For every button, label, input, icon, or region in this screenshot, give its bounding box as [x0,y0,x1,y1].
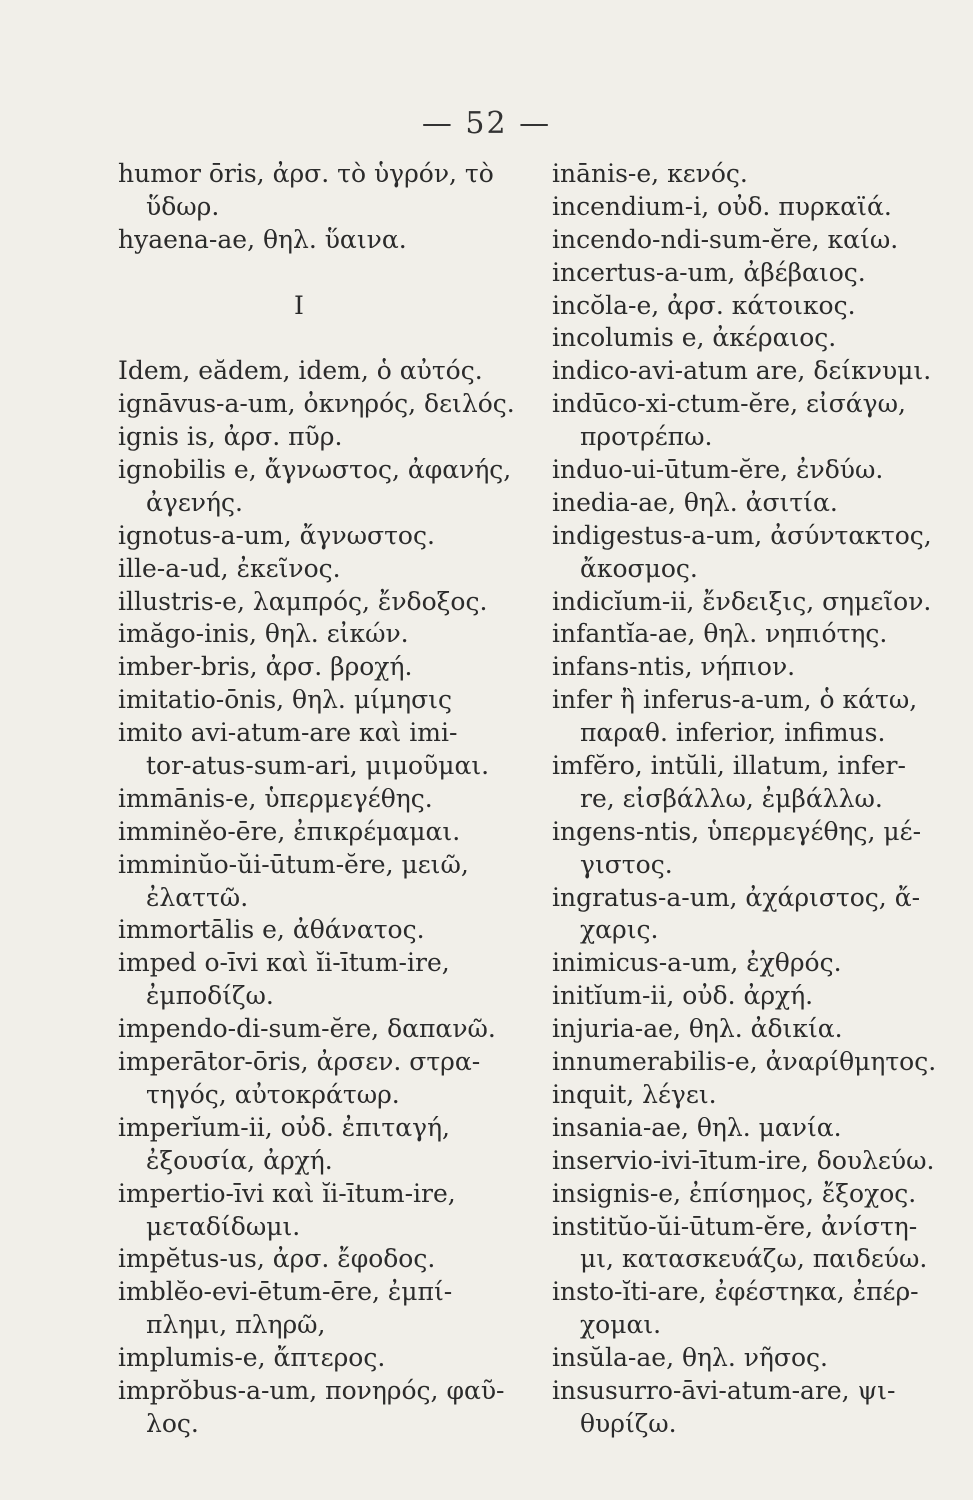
blank-line [118,257,528,290]
dictionary-entry-line: initĭum-ii, οὐδ. ἀρχή. [552,981,814,1011]
dictionary-entry-line: inānis-e, κενός. [552,159,748,188]
dictionary-entry-line: insusurro-āvi-atum-are, ψι- [552,1375,896,1405]
dictionary-entry-line: imblĕo-evi-ētum-ēre, ἐμπί- [118,1277,453,1307]
dictionary-entry-line: implumis-e, ἄπτερος. [118,1343,386,1373]
dictionary-entry-line: imperātor-ōris, ἀρσεν. στρα- [118,1047,481,1077]
dictionary-entry-line: insto-ĭti-are, ἐφέστηκα, ἐπέρ- [552,1277,919,1307]
entry-continuation-line: ἐλαττῶ. [146,882,249,912]
left-column [118,158,528,1441]
entry-continuation-line: ὕδωρ. [146,191,220,221]
dictionary-entry-line: imminěo-ēre, ἐπικρέμαμαι. [118,816,461,846]
entry-continuation-line: ἐμποδίζω. [146,981,274,1011]
dictionary-entry-line: imprŏbus-a-um, πονηρός, φαῦ- [118,1375,505,1405]
dictionary-entry-line: insignis-e, ἐπίσημος, ἔξοχος. [552,1178,917,1208]
dictionary-entry-line: imfĕro, intŭli, illatum, infer- [552,751,906,781]
entry-continuation-line: ἄκοσμος. [580,553,698,583]
dictionary-entry-line: ille-a-ud, ἐκεῖνος. [118,553,341,583]
dictionary-entry-line: incendo-ndi-sum-ĕre, καίω. [552,224,899,254]
entry-continuation-line: πλημι, πληρῶ, [146,1310,326,1340]
dictionary-entry-line: immānis-e, ὑπερμεγέθης. [118,783,433,813]
entry-continuation-line: μι, κατασκευάζω, παιδεύω. [580,1244,928,1274]
entry-continuation-line: παραθ. inferior, infimus. [580,718,886,748]
dictionary-entry-line: indico-avi-atum are, δείκνυμι. [552,356,932,386]
dictionary-entry-line: incendium-i, οὐδ. πυρκαϊά. [552,191,892,221]
dictionary-entry-line: hyaena-ae, θηλ. ὕαινα. [118,224,407,254]
dictionary-entry-line: impendo-di-sum-ĕre, δαπανῶ. [118,1014,496,1044]
dictionary-entry-line: imber-bris, ἀρσ. βροχή. [118,652,413,682]
entry-continuation-line: re, εἰσβάλλω, ἐμβάλλω. [580,783,883,813]
dictionary-entry-line: immortālis e, ἀθάνατος. [118,915,425,945]
dictionary-entry-line: inquit, λέγει. [552,1079,717,1109]
dictionary-entry-line: incŏla-e, ἀρσ. κάτοικος. [552,290,856,320]
entry-continuation-line: λος. [146,1408,199,1438]
entry-continuation-line: χαρις. [580,915,659,945]
dictionary-entry-line: impertio-īvi καὶ ĭi-ītum-ire, [118,1178,456,1208]
dictionary-entry-line: inservio-ivi-ītum-ire, δουλεύω. [552,1145,935,1175]
dictionary-entry-line: ignis is, ἀρσ. πῦρ. [118,422,343,452]
entry-continuation-line: γιστος. [580,849,673,879]
dictionary-entry-line: infans-ntis, νήπιον. [552,652,796,682]
dictionary-entry-line: imped o-īvi καὶ ĭi-ītum-ire, [118,948,450,978]
dictionary-entry-line: illustris-e, λαμπρός, ἔνδοξος. [118,586,488,616]
dictionary-entry-line: imito avi-atum-are καὶ imi- [118,718,458,748]
dictionary-entry-line: impĕtus-us, ἀρσ. ἔφοδος. [118,1244,436,1274]
entry-continuation-line: ἀγενής. [146,487,243,517]
entry-continuation-line: μεταδίδωμι. [146,1211,301,1241]
entry-continuation-line: ἐξουσία, ἀρχή. [146,1145,333,1175]
dictionary-entry-line: imperĭum-ii, οὐδ. ἐπιταγή, [118,1112,451,1142]
entry-continuation-line: προτρέπω. [580,422,713,452]
dictionary-entry-line: imăgo-inis, θηλ. εἰκών. [118,619,409,649]
dictionary-entry-line: imitatio-ōnis, θηλ. μίμησις [118,685,452,715]
dictionary-entry-line: ignāvus-a-um, ὀκνηρός, δειλός. [118,389,515,419]
dictionary-entry-line: inedia-ae, θηλ. ἀσιτία. [552,487,838,517]
dictionary-entry-line: induo-ui-ūtum-ĕre, ἐνδύω. [552,455,884,485]
dictionary-entry-line: incertus-a-um, ἀβέβαιος. [552,257,866,287]
entry-continuation-line: τηγός, αὐτοκράτωρ. [146,1079,400,1109]
entry-continuation-line: tor-atus-sum-ari, μιμοῦμαι. [146,751,490,781]
dictionary-entry-line: indigestus-a-um, ἀσύντακτος, [552,520,932,550]
blank-line [118,322,528,355]
dictionary-entry-line: ingratus-a-um, ἀχάριστος, ἄ- [552,882,921,912]
dictionary-entry-line: incolumis e, ἀκέραιος. [552,323,837,353]
dictionary-entry-line: ignobilis e, ἄγνωστος, ἀφανής, [118,455,512,485]
dictionary-entry-line: inimicus-a-um, ἐχθρός. [552,948,842,978]
dictionary-entry-line: infantĭa-ae, θηλ. νηπιότης. [552,619,888,649]
dictionary-entry-line: insania-ae, θηλ. μανία. [552,1112,842,1142]
dictionary-entry-line: infer ἢ inferus-a-um, ὁ κάτω, [552,685,918,715]
dictionary-entry-line: insŭla-ae, θηλ. νῆσος. [552,1343,828,1373]
dictionary-entry-line: ingens-ntis, ὑπερμεγέθης, μέ- [552,816,922,846]
right-column [552,158,964,1441]
dictionary-entry-line: institŭo-ŭi-ūtum-ĕre, ἀνίστη- [552,1211,918,1241]
dictionary-entry-line: ignotus-a-um, ἄγνωστος. [118,520,435,550]
entry-continuation-line: θυρίζω. [580,1408,677,1438]
page-number: — 52 — [421,106,552,141]
dictionary-entry-line: Idem, eădem, idem, ὁ αὐτός. [118,356,483,386]
dictionary-entry-line: humor ōris, ἀρσ. τὸ ὑγρόν, τὸ [118,159,494,188]
dictionary-entry-line: imminŭo-ŭi-ūtum-ĕre, μειῶ, [118,849,469,879]
dictionary-entry-line: indicĭum-ii, ἔνδειξις, σημεῖον. [552,586,932,616]
section-letter-heading: I [294,290,304,320]
dictionary-entry-line: indūco-xi-ctum-ĕre, εἰσάγω, [552,389,906,419]
dictionary-entry-line: injuria-ae, θηλ. ἀδικία. [552,1014,843,1044]
entry-continuation-line: χομαι. [580,1310,662,1340]
dictionary-entry-line: innumerabilis-e, ἀναρίθμητος. [552,1047,937,1077]
